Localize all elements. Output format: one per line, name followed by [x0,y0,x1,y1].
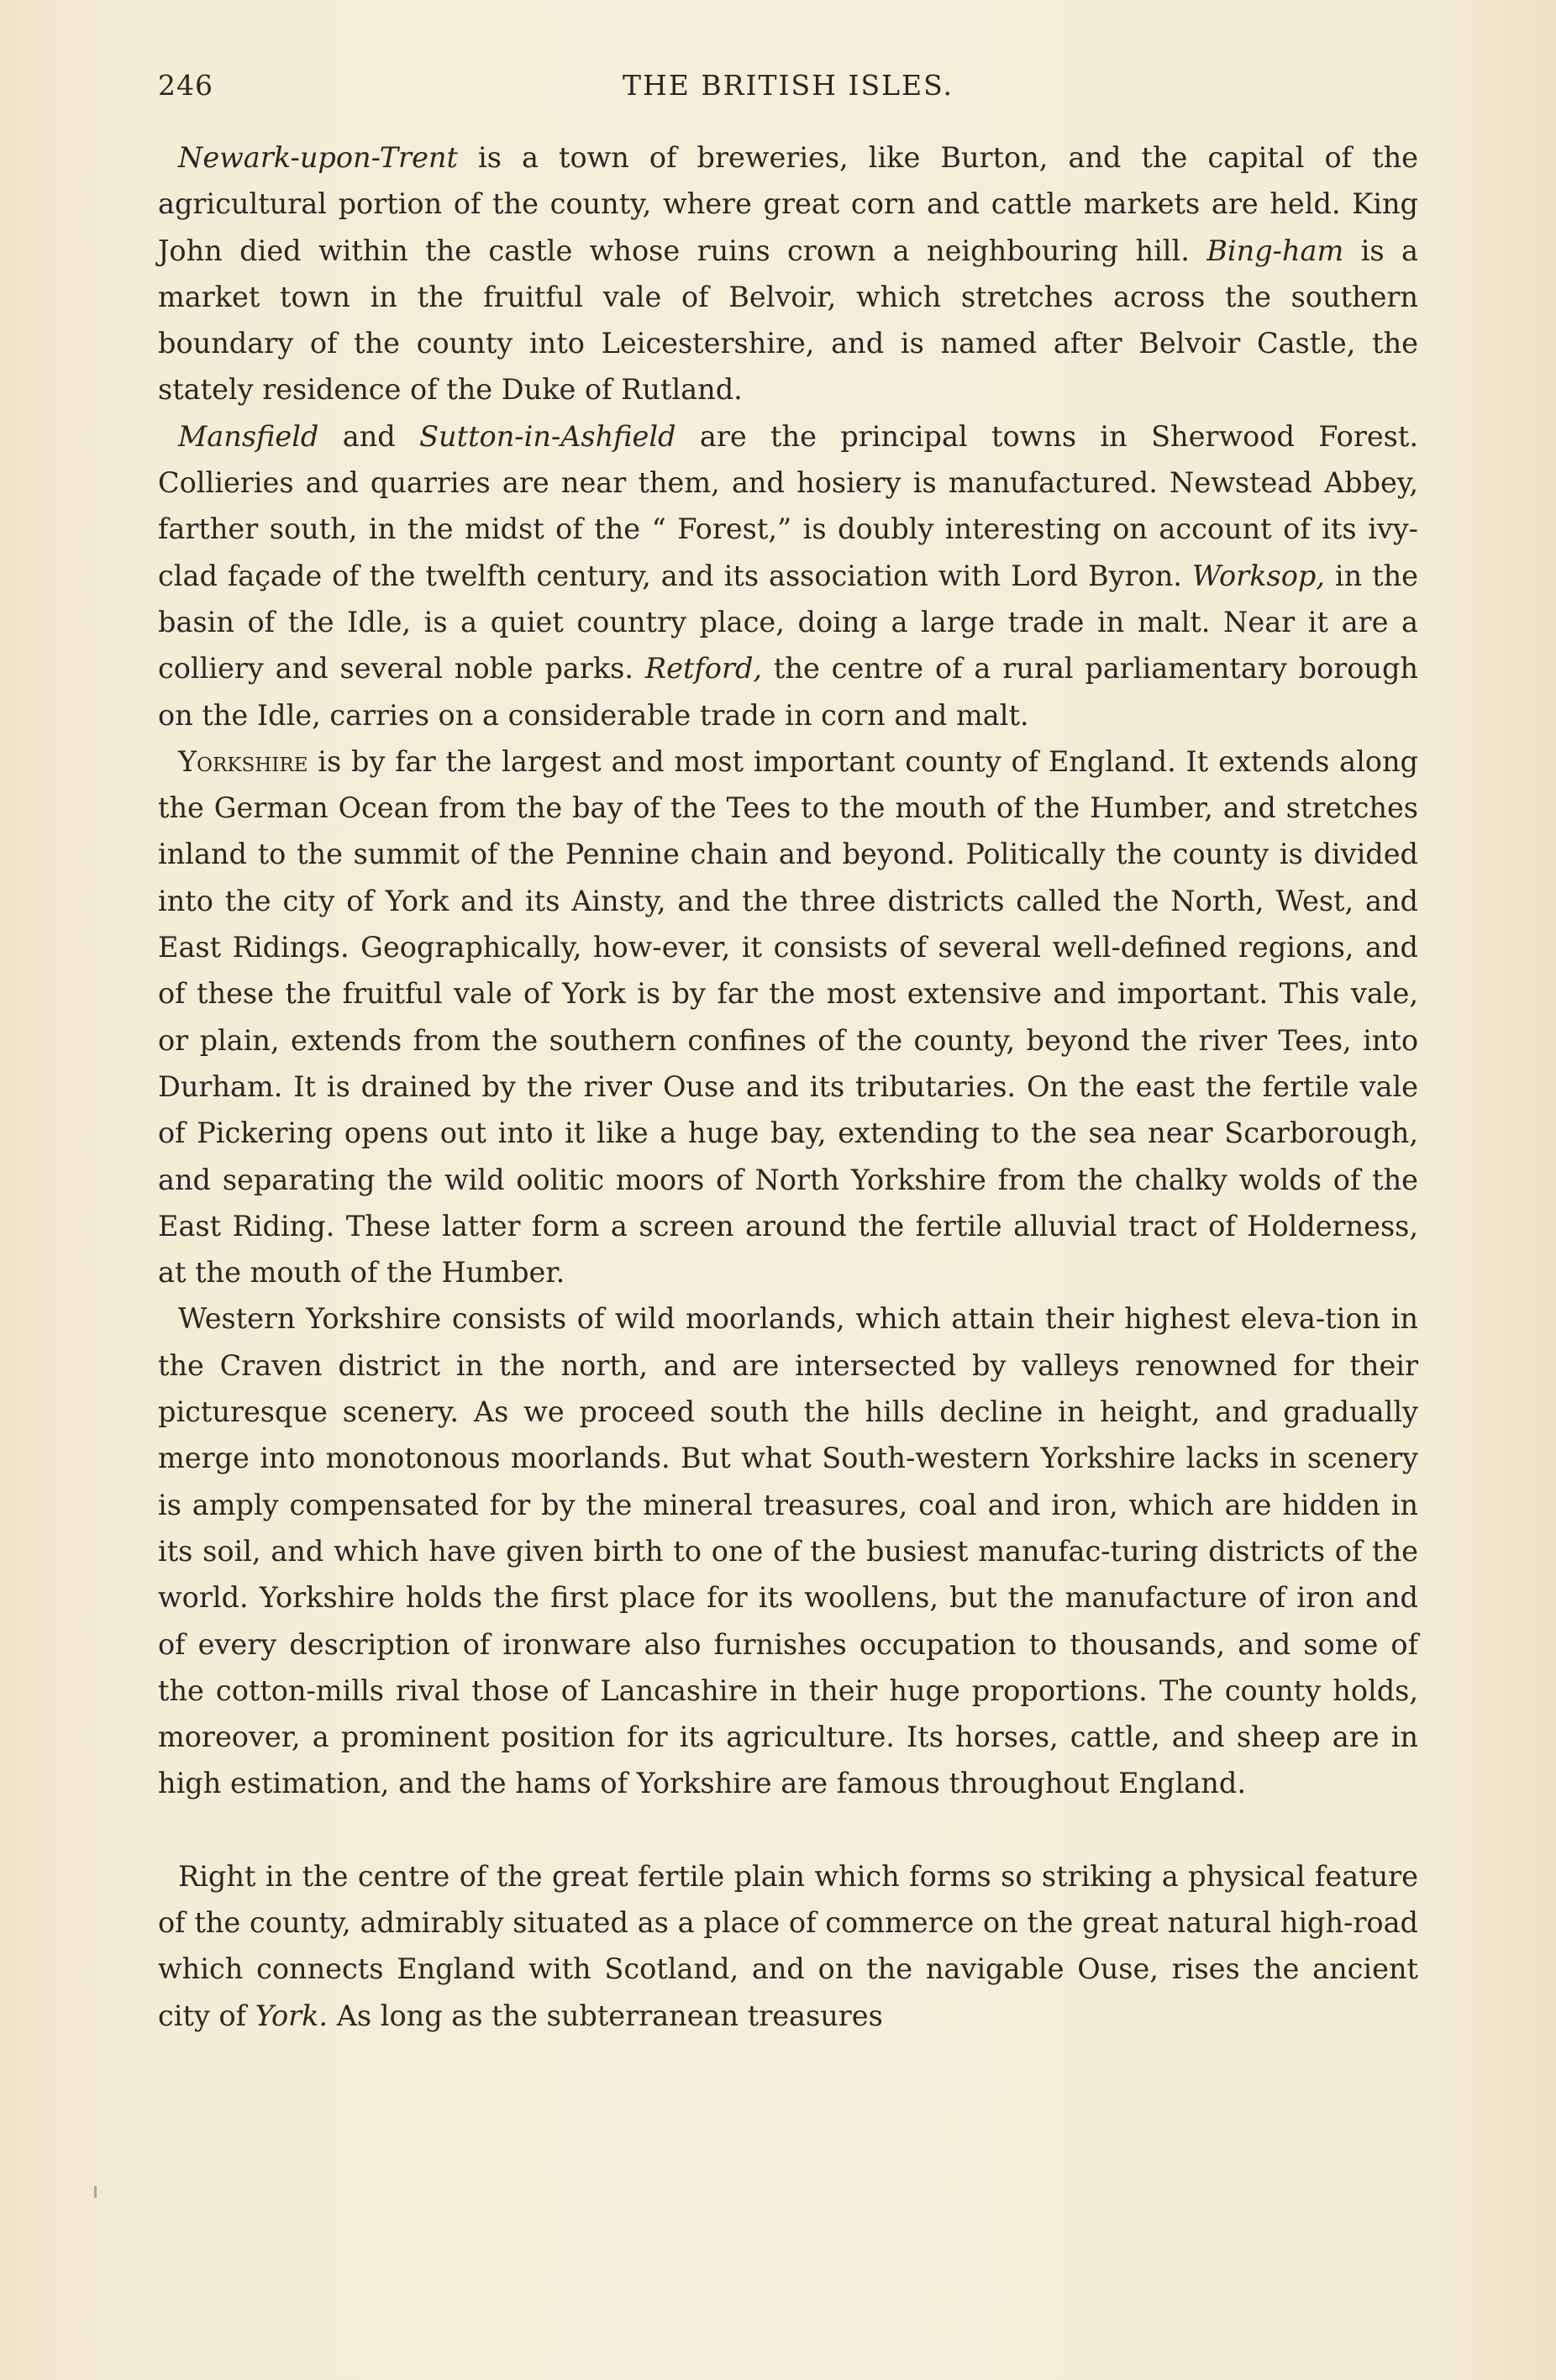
place-name: Mansfield [178,419,319,453]
page-number: 246 [158,69,213,102]
paragraph-yorkshire [158,738,1418,1296]
place-name: Worksop, [1191,559,1325,592]
page-header [158,69,1418,113]
paragraph-mansfield [158,413,1418,738]
paragraph-western-yorkshire [158,1295,1418,1806]
place-name: Sutton-in-Ashfield [419,419,676,453]
paragraph-newark [158,134,1418,413]
county-name: Yorkshire [178,744,308,778]
paragraph-york [158,1853,1418,2039]
text-run: are the principal towns in Sherwood Forest. Collieries and quarries are near them, and hosiery is manufactured. Newstead Abbey, farther south, in the midst of the “ Forest,” is doubly interesting on account of its ivy-clad façade of the twelfth century, and its association with Lord Byron. [158,419,1418,592]
place-name: Newark-upon-Trent [178,141,458,174]
place-name: York. [255,1999,329,2032]
body-text [158,134,1418,2039]
text-run: is a town of breweries, like Burton, and the capital of the agricultural portion of the county, where great corn and cattle markets are held. King John died within the castle whose ruins crown a neighbouring hill. [158,141,1418,267]
text-run: in the basin of the Idle, is a quiet country place, doing a large trade in malt. Near it are a colliery and several noble parks. [158,559,1418,686]
place-name: Retford, [644,652,763,686]
text-run: As long as the subterranean treasures [328,1999,883,2032]
text-run: the centre of a rural parliamentary borough on the Idle, carries on a considerable trade in corn and malt. [158,652,1418,732]
text-run: Right in the centre of the great fertile plain which forms so striking a physical feature of the county, admirably situated as a place of commerce on the great natural high-road which connects England with Scotland, and on the navigable Ouse, rises the ancient city of [158,1859,1418,2032]
place-name: Bing-ham [1206,234,1344,267]
text-run: is by far the largest and most important county of England. It extends along the German Ocean from the bay of the Tees to the mouth of the Humber, and stretches inland to the summit of the Pennine chain and beyond. Politically the county is divided into the city of York and its Ainsty, and the three districts called the North, West, and East Ridings. Geographically, how-ever, it consists of several well-defined regions, and of these the fruitful vale of York is by far the most extensive and important. This vale, or plain, extends from the southern confines of the county, beyond the river Tees, into Durham. It is drained by the river Ouse and its tributaries. On the east the fertile vale of Pickering opens out into it like a huge bay, extending to the sea near Scarborough, and separating the wild oolitic moors of North Yorkshire from the chalky wolds of the East Riding. These latter form a screen around the fertile alluvial tract of Holderness, at the mouth of the Humber. [158,744,1418,1290]
text-run: is a market town in the fruitful vale of Belvoir, which stretches across the southern boundary of the county into Leicestershire, and is named after Belvoir Castle, the stately residence of the Duke of Rutland. [158,234,1418,407]
margin-mark [94,2186,97,2198]
running-title: THE BRITISH ISLES. [623,69,954,102]
text-run: Western Yorkshire consists of wild moorlands, which attain their highest eleva-tion in the Craven district in the north, and are intersected by valleys renowned for their picturesque scenery. As we proceed south the hills decline in height, and gradually merge into monotonous moorlands. But what South-western Yorkshire lacks in scenery is amply compensated for by the mineral treasures, coal and iron, which are hidden in its soil, and which have given birth to one of the busiest manufac-turing districts of the world. Yorkshire holds the first place for its woollens, but the manufacture of iron and of every description of ironware also furnishes occupation to thousands, and some of the cotton-mills rival those of Lancashire in their huge proportions. The county holds, moreover, a prominent position for its agriculture. Its horses, cattle, and sheep are in high estimation, and the hams of Yorkshire are famous throughout England. [158,1302,1418,1800]
text-run: and [318,419,420,453]
